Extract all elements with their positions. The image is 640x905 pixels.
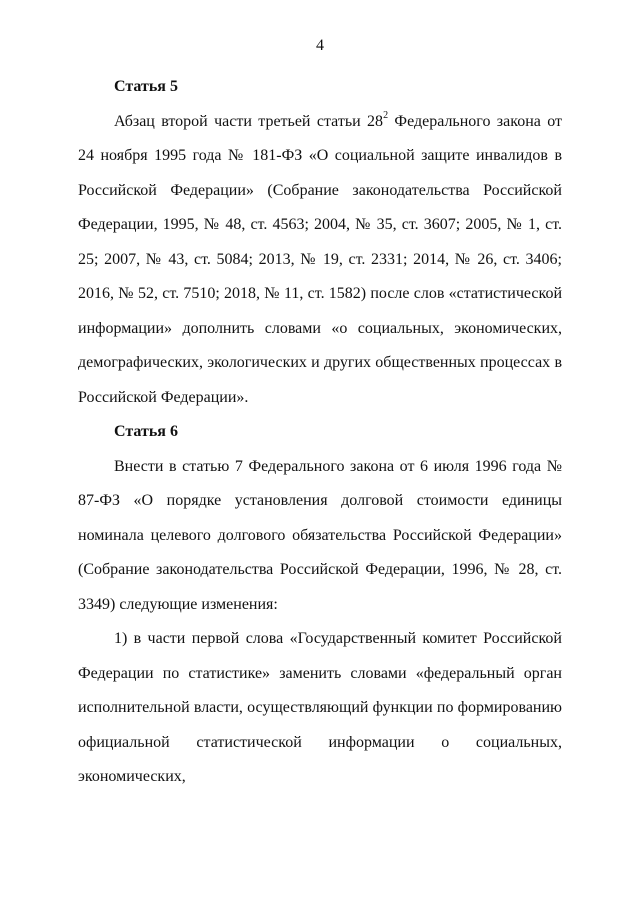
article-6-paragraph-1 bbox=[78, 450, 562, 623]
document-body bbox=[78, 70, 562, 795]
article-5-text-start: Абзац второй части третьей статьи 28 bbox=[114, 112, 384, 130]
article-6-paragraph-2 bbox=[78, 622, 562, 795]
article-6-text-2: 1) в части первой слова «Государственный комитет Российской Федерации по статистике» заменить словами «федеральный орган исполнительной власти, осуществляющий функции по формированию официальной статистической информации о социальных, экономических, bbox=[78, 630, 562, 785]
article-6-title: Статья 6 bbox=[114, 423, 178, 440]
article-6-text-1: Внести в статью 7 Федерального закона от 6 июля 1996 года № 87-ФЗ «О порядке установления долговой стоимости единицы номинала целевого долгового обязательства Российской Федерации» (Собрание законодательства Российской Федерации, 1996, № 28, ст. 3349) следующие изменения: bbox=[78, 457, 562, 613]
article-5-paragraph bbox=[78, 105, 562, 416]
page-number: 4 bbox=[316, 37, 324, 54]
article-5-title: Статья 5 bbox=[114, 78, 178, 95]
article-5-text-rest: Федерального закона от 24 ноября 1995 года № 181-ФЗ «О социальной защите инвалидов в Российской Федерации» (Собрание законодательства Российской Федерации, 1995, № 48, ст. 4563; 2004, № 35, ст. 3607; 2005, № 1, ст. 25; 2007, № 43, ст. 5084; 2013, № 19, ст. 2331; 2014, № 26, ст. 3406; 2016, № 52, ст. 7510; 2018, № 11, ст. 1582) после слов «статистической информации» дополнить словами «о социальных, экономических, демографических, экологических и других общественных процессах в Российской Федерации». bbox=[78, 112, 562, 406]
superscript-2: 2 bbox=[383, 110, 389, 122]
